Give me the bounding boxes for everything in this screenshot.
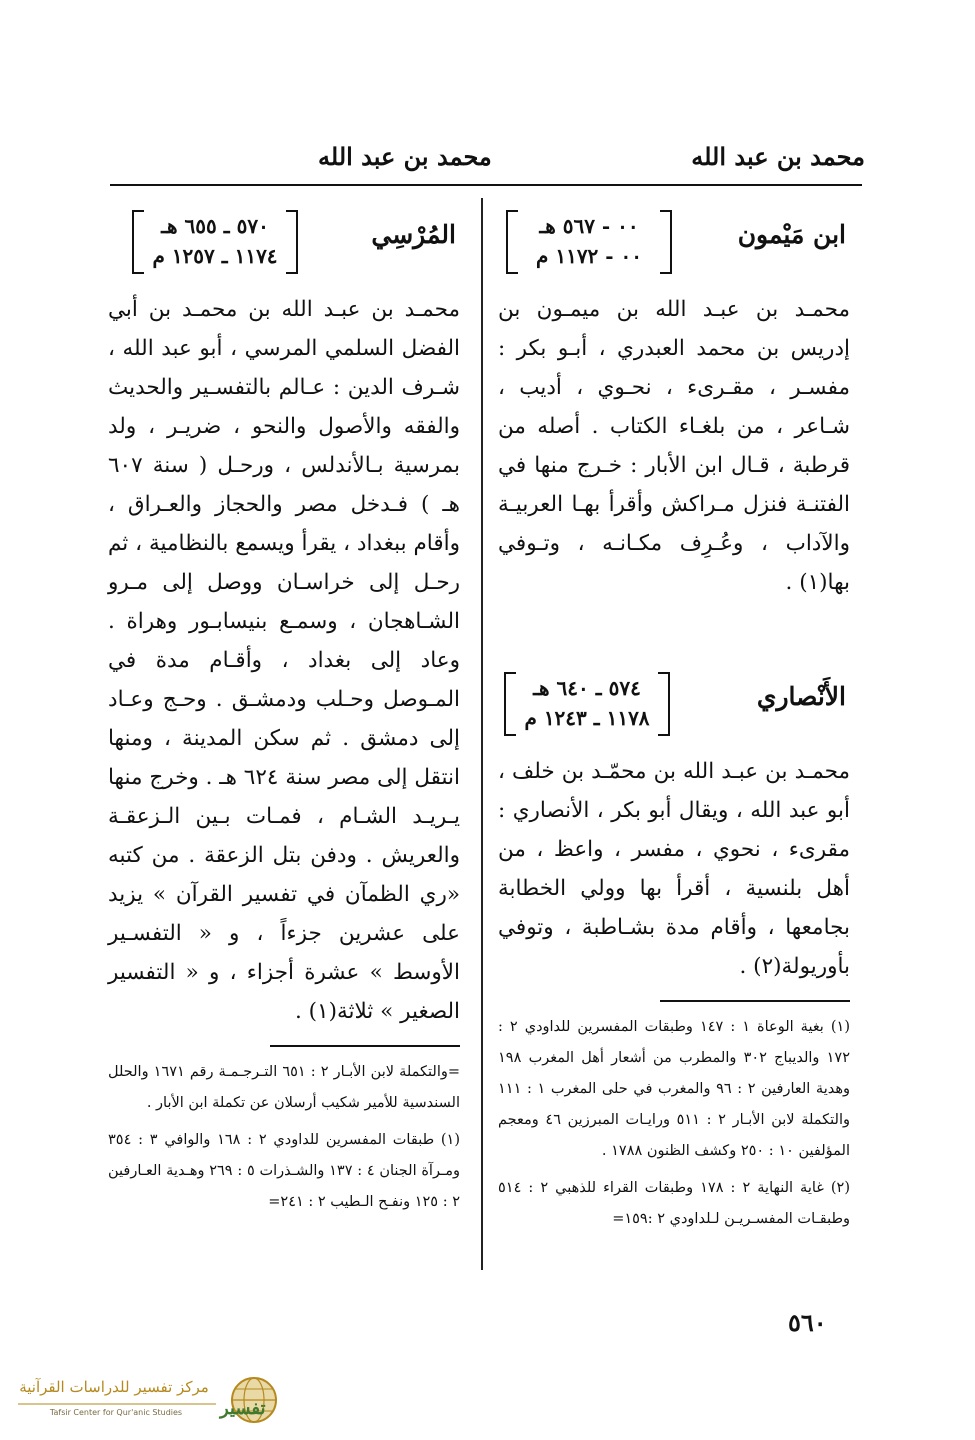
date-hijri: ٥٧٤ ـ ٦٤٠ هـ xyxy=(533,676,641,700)
date-gregorian: ١١٧٨ ـ ١٢٤٣ م xyxy=(524,706,650,730)
date-bracket xyxy=(504,672,670,736)
footnote: (١) بغية الوعاة ١ : ١٤٧ وطبقات المفسرين للداودي ٢ : ١٧٢ والديباج ٣٠٢ والمطرب من أشعار أهل المغرب ١٩٨ وهدية العارفين ٢ : ٩٦ والمغرب في حلى المغرب ١ : ١١١ والتكملة لابن الأبـار ٢ : ٥١١ ورايـات المبرزين ٤٦ ومعجم المؤلفين ١٠ : ٢٥٠ وكشف الظنون ١٧٨٨ . xyxy=(498,1018,851,1159)
running-header-left: محمد بن عبد الله xyxy=(318,142,492,171)
bracket-right xyxy=(658,672,670,736)
entry-heading-ibn-maymun xyxy=(498,198,850,282)
column-divider xyxy=(481,198,483,1270)
header-rule xyxy=(110,184,862,186)
footnote: =والتكملة لابن الأبـار ٢ : ٦٥١ التـرجـمـة رقم ١٦٧١ والحلل السندسية للأمير شكيب أرسلان عن تكملة ابن الأبار . xyxy=(108,1063,461,1111)
entry-body: محمـد بن عبـد الله بن محمّـد بن خلف ، أبو عبد الله ، ويقال أبو بكر ، الأنصاري : مقرىء ، نحوي ، مفسر ، واعظ ، من أهل بلنسية ، أقرأ بها وولي الخطابة بجامعها ، وأقام مدة بشـاطبة ، وتوفي بأوريولة(٢) . xyxy=(498,759,850,979)
entry-name: المُرْسِي xyxy=(371,220,456,249)
entry-heading-al-mursi xyxy=(108,198,460,282)
entry-heading-al-ansari xyxy=(498,660,850,744)
date-gregorian: ١١٧٤ ـ ١٢٥٧ م xyxy=(152,244,278,268)
date-hijri: ٥٧٠ ـ ٦٥٥ هـ xyxy=(161,214,269,238)
logo-word: تفسير xyxy=(220,1398,266,1419)
page-number: ٥٦٠ xyxy=(788,1308,827,1337)
left-column xyxy=(108,198,460,1218)
entry-name: الأَنْصاري xyxy=(756,682,846,711)
publisher-logo xyxy=(14,1372,290,1432)
entry-body: محمـد بن عبـد الله بن محمـد بن أبي الفضل السلمي المرسي ، أبو عبد الله ، شـرف الدين : عـالم بالتفسـير والحديث والفقه والأصول والنحو ، ضريـر ، ولد بمرسية بـالأندلس ، ورحـل ( سنة ٦٠٧ هـ ) فـدخل مصر والحجاز والعـراق ، وأقام ببغداد ، يقرأ ويسمع بالنظامية ، ثم رحـل إلى خراسـان ووصل إلى مـرو الشـاهجان ، وسمـع بنيسابـور وهراة . وعاد إلى بغداد ، وأقـام مدة في المـوصل وحـلب ودمشـق . وحـج وعـاد إلى دمشق . ثم سكن المدينة ، ومنها انتقل إلى مصر سنة ٦٢٤ هـ . وخرج منها يـريـد الشـام ، فمـات بـين الـزعقـة والعريش . ودفن بتل الزعقة . من كتبه «ري الظمآن في تفسير القرآن » يزيد على عشرين جزءاً ، و « التفسـير الأوسط » عشرة أجزاء ، و « التفسير الصغير » ثلاثة(١) . xyxy=(108,297,460,1024)
right-column xyxy=(498,198,850,1235)
bracket-left xyxy=(132,210,144,274)
date-bracket xyxy=(132,210,298,274)
entry-body: محمـد بن عبـد الله بن ميمـون بن إدريس بن محمد العبدري ، أبـو بكر : مفسـر ، مقـرىء ، نحـوي ، أديب ، شـاعر ، من بلغـاء الكتاب . أصله من قرطبة ، قـال ابن الأبار : خـرج منها في الفتنـة فنزل مـراكش وأقرأ بهـا العربيـة والآداب ، وعُـرِف مكـانـه ، وتـوفي بها(١) . xyxy=(498,297,850,595)
logo-subtitle: Tafsir Center for Qur'anic Studies xyxy=(49,1408,183,1417)
date-bracket xyxy=(506,210,672,274)
date-gregorian: ٠٠ - ١١٧٢ م xyxy=(535,244,643,268)
footnote-rule xyxy=(660,1000,850,1002)
bracket-left xyxy=(504,672,516,736)
running-header-right: محمد بن عبد الله xyxy=(691,142,865,171)
logo-title: مركز تفسير للدراسات القرآنية xyxy=(19,1378,209,1396)
bracket-right xyxy=(286,210,298,274)
entry-name: ابن مَيْمون xyxy=(737,220,846,249)
bracket-left xyxy=(506,210,518,274)
date-hijri: ٠٠ - ٥٦٧ هـ xyxy=(539,214,639,238)
footnote: (٢) غاية النهاية ٢ : ١٧٨ وطبقات القراء للذهبي ٢ : ٥١٤ وطبقـات المفسـريـن لـلداودي ٢ :١٥٩= xyxy=(498,1179,851,1227)
bracket-right xyxy=(660,210,672,274)
footnote: (١) طبقات المفسرين للداودي ٢ : ١٦٨ والوافي ٣ : ٣٥٤ ومـرآة الجنان ٤ : ١٣٧ والشـذرات ٥ : ٢٦٩ وهـدية العـارفين ٢ : ١٢٥ ونفـح الـطيب ٢ : ٢٤١= xyxy=(108,1131,460,1210)
footnote-rule xyxy=(270,1045,460,1047)
entry-separator xyxy=(498,602,850,660)
